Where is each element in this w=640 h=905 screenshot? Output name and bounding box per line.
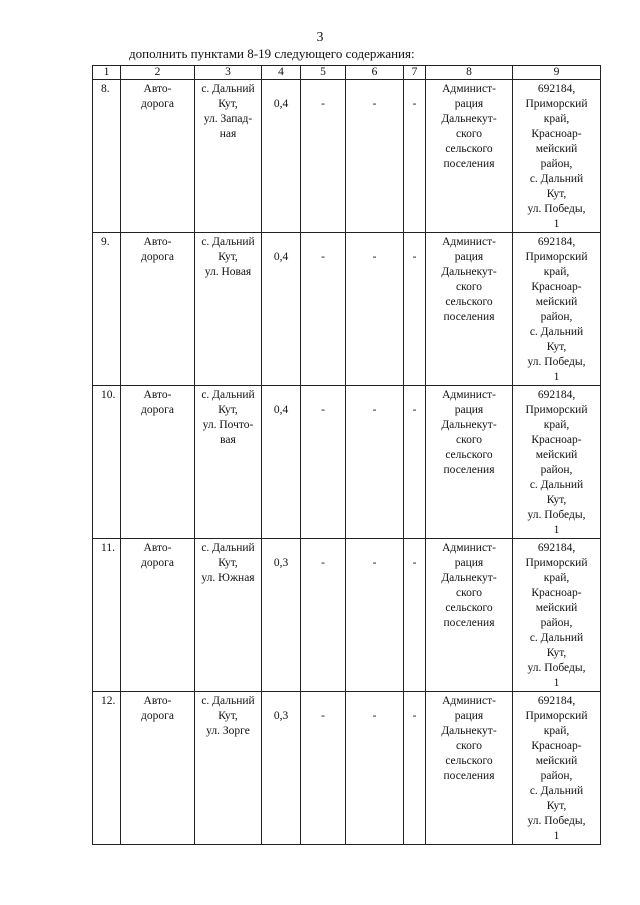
- owner-cell-line: ского: [455, 587, 483, 599]
- column6-cell: -: [346, 80, 404, 233]
- column7-cell: -: [404, 386, 426, 539]
- owner-cell-line: сельского: [445, 602, 493, 614]
- column5-cell: -: [301, 539, 346, 692]
- column-header: 4: [262, 66, 301, 80]
- address-cell-line: 1: [553, 371, 560, 383]
- address-cell-line: Красноар-: [531, 128, 582, 140]
- length-cell: 0,3: [262, 692, 301, 845]
- location-cell-line: ул. Запад-: [203, 113, 253, 125]
- column5-cell: -: [301, 233, 346, 386]
- row-number-cell: 10.: [93, 386, 121, 539]
- column-header: 2: [121, 66, 195, 80]
- object-type-cell-line: дорога: [141, 251, 174, 263]
- column7-cell: -: [404, 80, 426, 233]
- owner-cell-line: Дальнекут-: [441, 572, 497, 584]
- owner-cell-line: сельского: [445, 143, 493, 155]
- owner-cell-line: поселения: [443, 770, 495, 782]
- address-cell-line: ул. Победы,: [527, 203, 586, 215]
- column6-cell: -: [346, 233, 404, 386]
- length-cell: 0,4: [262, 233, 301, 386]
- address-cell-line: Красноар-: [531, 587, 582, 599]
- owner-cell-line: рация: [454, 251, 484, 263]
- page-number: 3: [316, 30, 324, 45]
- address-cell-line: край,: [543, 266, 570, 278]
- row-number-cell: 9.: [93, 233, 121, 386]
- location-cell: [195, 692, 262, 845]
- location-cell-line: ул. Почто-: [202, 419, 254, 431]
- object-type-cell: [121, 386, 195, 539]
- table-row: [93, 539, 601, 692]
- address-cell-line: Красноар-: [531, 281, 582, 293]
- owner-cell-line: Админист-: [442, 542, 496, 554]
- column-header: 3: [195, 66, 262, 80]
- object-type-cell: [121, 539, 195, 692]
- address-cell-line: мейский: [535, 143, 578, 155]
- column7-cell: -: [404, 539, 426, 692]
- owner-cell-line: Админист-: [442, 83, 496, 95]
- address-cell-line: мейский: [535, 602, 578, 614]
- owner-cell: [426, 80, 513, 233]
- location-cell-line: Кут,: [218, 404, 238, 416]
- address-cell-line: с. Дальний: [529, 785, 584, 797]
- column6-cell: -: [346, 386, 404, 539]
- object-type-cell-line: Авто-: [143, 695, 172, 707]
- address-cell-line: ул. Победы,: [527, 815, 586, 827]
- address-cell-line: Красноар-: [531, 740, 582, 752]
- owner-cell-line: поселения: [443, 464, 495, 476]
- address-cell-line: 692184,: [537, 542, 576, 554]
- owner-cell-line: рация: [454, 98, 484, 110]
- address-cell-line: Приморский: [525, 710, 588, 722]
- address-cell-line: с. Дальний: [529, 173, 584, 185]
- address-cell-line: мейский: [535, 296, 578, 308]
- address-cell-line: край,: [543, 419, 570, 431]
- column-header: 1: [93, 66, 121, 80]
- address-cell-line: район,: [540, 770, 573, 782]
- table-row: [93, 233, 601, 386]
- address-cell-line: с. Дальний: [529, 479, 584, 491]
- address-cell-line: 1: [553, 524, 560, 536]
- object-type-cell-line: дорога: [141, 710, 174, 722]
- address-cell: [513, 80, 601, 233]
- location-cell-line: ная: [219, 128, 237, 140]
- owner-cell: [426, 386, 513, 539]
- address-cell-line: край,: [543, 572, 570, 584]
- owner-cell: [426, 539, 513, 692]
- address-cell-line: Кут,: [546, 647, 567, 659]
- location-cell-line: ул. Новая: [204, 266, 252, 278]
- address-cell-line: с. Дальний: [529, 632, 584, 644]
- address-cell-line: Кут,: [546, 188, 567, 200]
- table-row: [93, 692, 601, 845]
- address-cell-line: ул. Победы,: [527, 509, 586, 521]
- location-cell: [195, 539, 262, 692]
- address-cell-line: ул. Победы,: [527, 356, 586, 368]
- address-cell-line: район,: [540, 158, 573, 170]
- owner-cell-line: поселения: [443, 617, 495, 629]
- owner-cell-line: ского: [455, 740, 483, 752]
- owner-cell-line: сельского: [445, 755, 493, 767]
- header-row: [93, 66, 601, 80]
- owner-cell-line: Админист-: [442, 389, 496, 401]
- owner-cell-line: рация: [454, 404, 484, 416]
- column7-cell: -: [404, 692, 426, 845]
- owner-cell-line: поселения: [443, 311, 495, 323]
- owner-cell: [426, 233, 513, 386]
- address-cell-line: Приморский: [525, 98, 588, 110]
- location-cell-line: Кут,: [218, 251, 238, 263]
- location-cell-line: Кут,: [218, 710, 238, 722]
- location-cell-line: с. Дальний: [201, 389, 255, 401]
- address-cell-line: мейский: [535, 755, 578, 767]
- row-number-cell: 8.: [93, 80, 121, 233]
- address-cell-line: район,: [540, 464, 573, 476]
- column-header: 7: [404, 66, 426, 80]
- location-cell: [195, 80, 262, 233]
- object-type-cell: [121, 692, 195, 845]
- address-cell-line: мейский: [535, 449, 578, 461]
- address-cell-line: 692184,: [537, 83, 576, 95]
- address-cell-line: 1: [553, 677, 560, 689]
- address-cell: [513, 386, 601, 539]
- location-cell-line: с. Дальний: [201, 542, 255, 554]
- table-row: [93, 386, 601, 539]
- address-cell-line: с. Дальний: [529, 326, 584, 338]
- object-type-cell-line: Авто-: [143, 83, 172, 95]
- location-cell: [195, 386, 262, 539]
- row-number-cell: 12.: [93, 692, 121, 845]
- owner-cell: [426, 692, 513, 845]
- column-header: 5: [301, 66, 346, 80]
- object-type-cell-line: Авто-: [143, 236, 172, 248]
- address-cell-line: 692184,: [537, 695, 576, 707]
- owner-cell-line: рация: [454, 557, 484, 569]
- column-header: 8: [426, 66, 513, 80]
- length-cell: 0,3: [262, 539, 301, 692]
- location-cell-line: с. Дальний: [201, 695, 255, 707]
- address-cell-line: Кут,: [546, 341, 567, 353]
- location-cell-line: ул. Южная: [201, 572, 255, 584]
- owner-cell-line: ского: [455, 128, 483, 140]
- owner-cell-line: сельского: [445, 296, 493, 308]
- owner-cell-line: Дальнекут-: [441, 113, 497, 125]
- location-cell-line: Кут,: [218, 557, 238, 569]
- address-cell: [513, 692, 601, 845]
- address-cell-line: Кут,: [546, 800, 567, 812]
- location-cell-line: с. Дальний: [201, 83, 255, 95]
- owner-cell-line: поселения: [443, 158, 495, 170]
- column7-cell: -: [404, 233, 426, 386]
- address-cell-line: район,: [540, 311, 573, 323]
- column-header: 6: [346, 66, 404, 80]
- registry-table: [92, 65, 601, 845]
- owner-cell-line: Админист-: [442, 695, 496, 707]
- address-cell-line: Кут,: [546, 494, 567, 506]
- address-cell-line: ул. Победы,: [527, 662, 586, 674]
- table-row: [93, 80, 601, 233]
- object-type-cell-line: Авто-: [143, 542, 172, 554]
- object-type-cell: [121, 80, 195, 233]
- owner-cell-line: Дальнекут-: [441, 725, 497, 737]
- owner-cell-line: Админист-: [442, 236, 496, 248]
- location-cell-line: вая: [220, 434, 236, 446]
- object-type-cell: [121, 233, 195, 386]
- address-cell-line: район,: [540, 617, 573, 629]
- owner-cell-line: ского: [455, 281, 483, 293]
- length-cell: 0,4: [262, 80, 301, 233]
- address-cell: [513, 539, 601, 692]
- address-cell-line: 692184,: [537, 389, 576, 401]
- address-cell: [513, 233, 601, 386]
- address-cell-line: край,: [543, 725, 570, 737]
- owner-cell-line: Дальнекут-: [441, 266, 497, 278]
- column-header: 9: [513, 66, 601, 80]
- address-cell-line: Приморский: [525, 404, 588, 416]
- location-cell: [195, 233, 262, 386]
- column5-cell: -: [301, 692, 346, 845]
- intro-text: дополнить пунктами 8-19 следующего содержания:: [129, 46, 415, 61]
- owner-cell-line: ского: [455, 434, 483, 446]
- address-cell-line: 1: [553, 218, 560, 230]
- object-type-cell-line: Авто-: [143, 389, 172, 401]
- location-cell-line: Кут,: [218, 98, 238, 110]
- column6-cell: -: [346, 539, 404, 692]
- address-cell-line: Приморский: [525, 251, 588, 263]
- object-type-cell-line: дорога: [141, 98, 174, 110]
- owner-cell-line: сельского: [445, 449, 493, 461]
- object-type-cell-line: дорога: [141, 404, 174, 416]
- length-cell: 0,4: [262, 386, 301, 539]
- address-cell-line: Красноар-: [531, 434, 582, 446]
- row-number-cell: 11.: [93, 539, 121, 692]
- location-cell-line: ул. Зорге: [206, 725, 250, 737]
- column6-cell: -: [346, 692, 404, 845]
- object-type-cell-line: дорога: [141, 557, 174, 569]
- address-cell-line: Приморский: [525, 557, 588, 569]
- column5-cell: -: [301, 386, 346, 539]
- address-cell-line: край,: [543, 113, 570, 125]
- owner-cell-line: рация: [454, 710, 484, 722]
- location-cell-line: с. Дальний: [201, 236, 255, 248]
- owner-cell-line: Дальнекут-: [441, 419, 497, 431]
- address-cell-line: 1: [553, 830, 560, 842]
- column5-cell: -: [301, 80, 346, 233]
- address-cell-line: 692184,: [537, 236, 576, 248]
